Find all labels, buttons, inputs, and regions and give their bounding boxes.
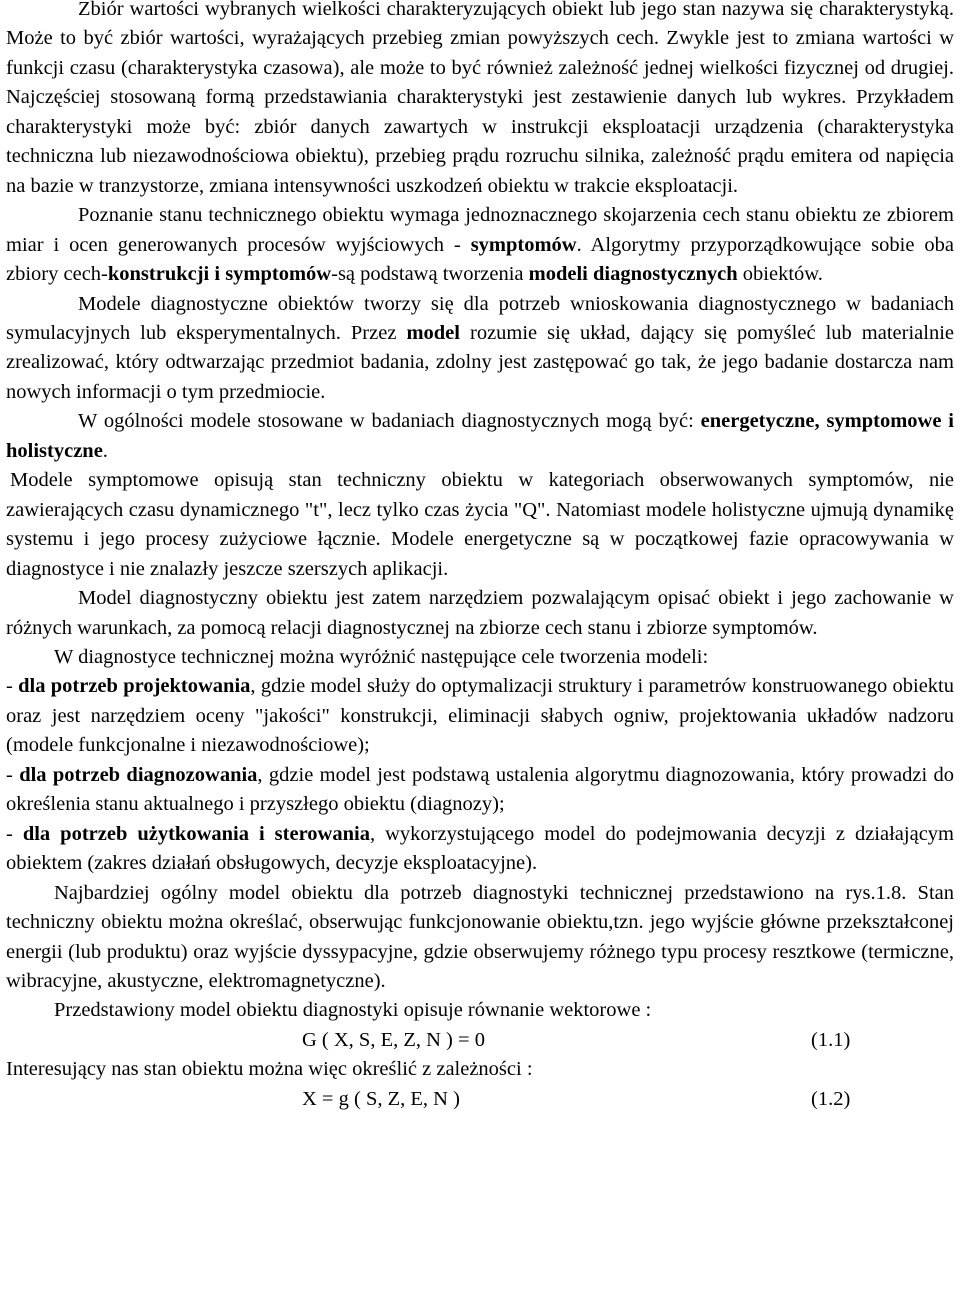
list-item-operation — [6, 820, 954, 879]
term-construction-symptoms: konstrukcji i symptomów — [107, 263, 332, 286]
text-run: Poznanie stanu technicznego obiektu wymaga jednoznacznego skojarzenia cech stanu obiektu ze zbiorem miar i ocen generowanych procesów wyjściowych - — [6, 204, 954, 256]
equation-text: G ( X, S, E, Z, N ) = 0 — [302, 1028, 485, 1051]
paragraph-general-model: Najbardziej ogólny model obiektu dla potrzeb diagnostyki technicznej przedstawiono na rys.1.8. Stan techniczny obiektu można określać, obserwując funkcjonowanie obiektu,tzn. jego wyjście główne przekształconej energii (lub produktu) oraz wyjście dyssypacyjne, gdzie obserwujemy różnego typu procesy resztkowe (termiczne, wibracyjne, akustyczne, elektromagnetyczne). — [6, 881, 954, 992]
term-symptoms: symptomów — [470, 233, 577, 256]
term-model: model — [406, 321, 460, 344]
paragraph-modeling-goals: W diagnostyce technicznej można wyróżnić następujące cele tworzenia modeli: — [54, 645, 709, 668]
paragraph-technical-state — [6, 201, 954, 289]
list-dash: - — [6, 822, 23, 845]
text-run: , gdzie model służy do optymalizacji struktury i parametrów konstruowanego obiektu oraz jest narzędziem oceny "jakości" konstrukcji, eliminacji słabych ogniw, projektowania układów nadzoru (modele funkcjonalne i niezawodnościowe); — [6, 675, 954, 757]
paragraph-vector-equation-intro: Przedstawiony model obiektu diagnostyki opisuje równanie wektorowe : — [54, 999, 652, 1022]
text-run: W ogólności modele stosowane w badaniach diagnostycznych mogą być: — [78, 410, 701, 433]
list-item-design — [6, 672, 954, 760]
text-run: . Algorytmy przyporządkowujące sobie oba zbiory cech- — [6, 233, 954, 286]
text-run: -są podstawą tworzenia — [331, 263, 529, 286]
list-item-diagnosis — [6, 761, 954, 820]
text-run: obiektów. — [737, 263, 823, 286]
text-run: Modele diagnostyczne obiektów tworzy się dla potrzeb wnioskowania diagnostycznego w badaniach symulacyjnych lub eksperymentalnych. Przez — [6, 292, 954, 344]
text-run: . — [102, 439, 108, 462]
text-run: rozumie się układ, dający się pomyśleć lub materialnie zrealizować, który odtwarzając przedmiot badania, zdolny jest zastępować go tak, że jego badanie dostarcza nam nowych informacji o tym przedmiocie. — [6, 321, 954, 403]
paragraph-state-intro: Interesujący nas stan obiektu można więc określić z zależności : — [6, 1058, 533, 1081]
text-run: , gdzie model jest podstawą ustalenia algorytmu diagnozowania, który prowadzi do określenia stanu aktualnego i przyszłego obiektu (diagnozy); — [6, 763, 954, 816]
term-model-types: energetyczne, symptomowe i holistyczne — [6, 410, 955, 462]
term-diagnosis: dla potrzeb diagnozowania — [19, 763, 258, 786]
paragraph-characteristic-definition: Zbiór wartości wybranych wielkości charakteryzujących obiekt lub jego stan nazywa się charakterystyką. Może to być zbiór wartości, wyrażających przebieg zmian powyższych cech. Zwykle jest to zmiana wartości w funkcji czasu (charakterystyka czasowa), ale może to być również zależność jednej wielkości fizycznej od drugiej. Najczęściej stosowaną formą przedstawiania charakterystyki jest zestawienie danych lub wykres. Przykładem charakterystyki może być: zbiór danych zawartych w instrukcji eksploatacji urządzenia (charakterystyka techniczna lub niezawodnościowa obiektu), przebieg prądu rozruchu silnika, zależność prądu emitera od napięcia na bazie w tranzystorze, zmiana intensywności uszkodzeń obiektu w trakcie eksploatacji. — [6, 0, 954, 197]
list-dash: - — [6, 763, 20, 786]
term-operation-control: dla potrzeb użytkowania i sterowania — [22, 822, 370, 845]
equation-1-1 — [6, 1026, 954, 1055]
list-dash: - — [6, 675, 19, 698]
text-run: , wykorzystującego model do podejmowania decyzji z działającym obiektem (zakres działań obsługowych, decyzje eksploatacyjne). — [6, 822, 954, 875]
equation-text: X = g ( S, Z, E, N ) — [302, 1087, 460, 1110]
paragraph-diagnostic-model-tool: Model diagnostyczny obiektu jest zatem narzędziem pozwalającym opisać obiekt i jego zachowanie w różnych warunkach, za pomocą relacji diagnostycznej na zbiorze cech stanu i zbiorze symptomów. — [6, 587, 954, 639]
equation-1-2 — [6, 1085, 954, 1114]
equation-number: (1.1) — [811, 1028, 851, 1051]
term-diagnostic-models: modeli diagnostycznych — [528, 263, 738, 286]
paragraph-symptom-models: Modele symptomowe opisują stan techniczny obiektu w kategoriach obserwowanych symptomów, nie zawierających czasu dynamicznego "t", lecz tylko czas życia "Q". Natomiast modele holistyczne ujmują dynamikę systemu i jego procesy zużyciowe łącznie. Modele energetyczne są w początkowej fazie opracowywania w diagnostyce i nie znalazły jeszcze szerszych aplikacji. — [6, 469, 954, 580]
term-design: dla potrzeb projektowania — [18, 675, 251, 698]
paragraph-model-types — [6, 407, 954, 466]
equation-number: (1.2) — [811, 1087, 851, 1110]
paragraph-model-definition — [6, 290, 954, 408]
